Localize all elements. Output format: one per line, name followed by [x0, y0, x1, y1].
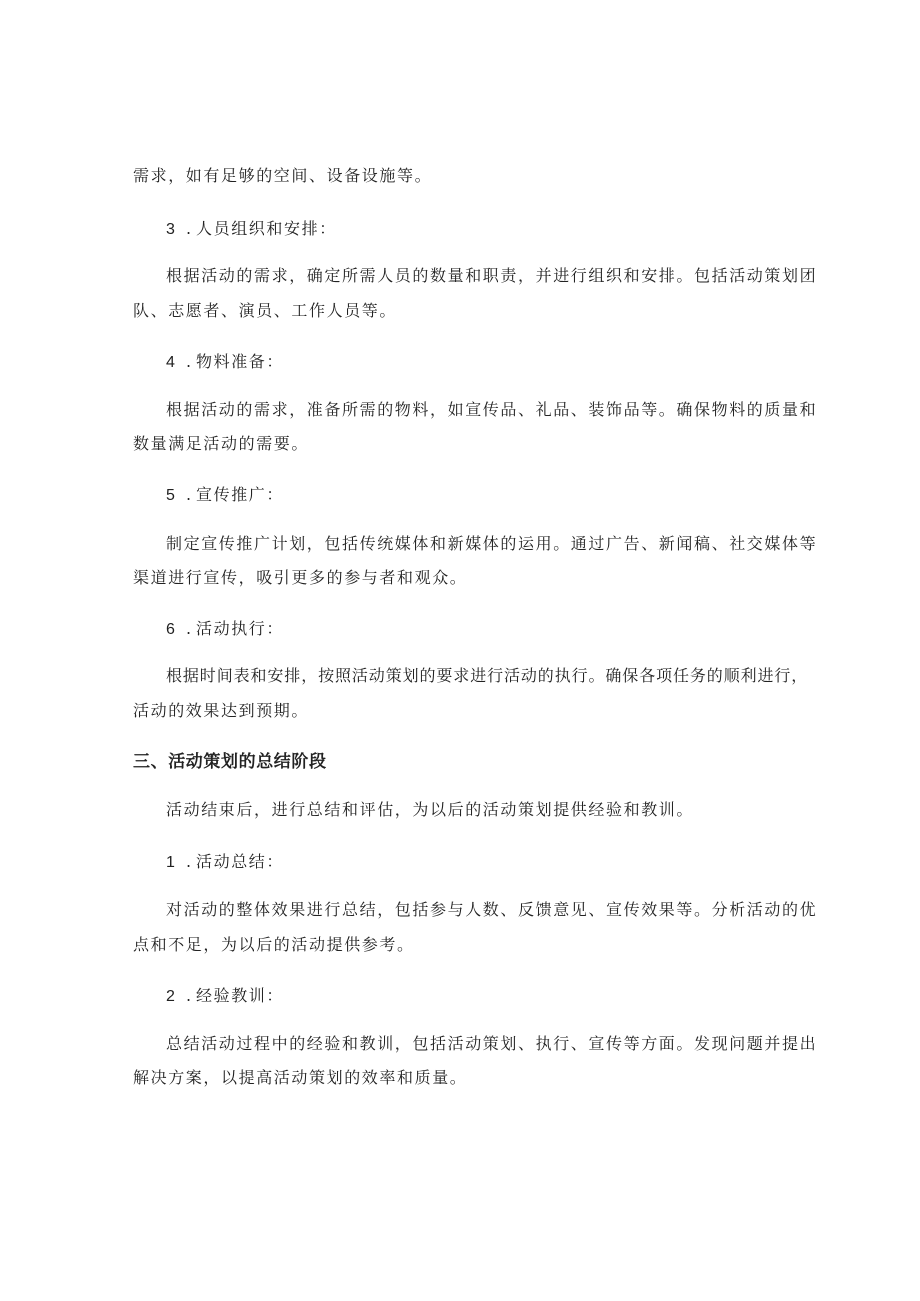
- item-number: 6: [166, 621, 177, 638]
- paragraph-line: 需求，如有足够的空间、设备设施等。: [133, 166, 433, 185]
- item-number: 4: [166, 354, 177, 371]
- paragraph-line: 队、志愿者、演员、工作人员等。: [133, 301, 398, 320]
- item-5-heading: [166, 485, 284, 506]
- item-number: 5: [166, 487, 177, 504]
- item-4-heading: [166, 352, 284, 373]
- subitem-2-heading: [166, 986, 284, 1007]
- paragraph-line: 活动结束后，进行总结和评估，为以后的活动策划提供经验和教训。: [166, 800, 695, 819]
- item-number: 3: [166, 221, 177, 238]
- paragraph-line: 根据活动的需求，确定所需人员的数量和职责，并进行组织和安排。包括活动策划团: [166, 266, 818, 285]
- item-dot: .: [186, 619, 193, 638]
- item-title: 物料准备：: [196, 352, 285, 371]
- paragraph-line: 数量满足活动的需要。: [133, 434, 310, 453]
- item-3-heading: [166, 219, 337, 240]
- paragraph-line: 点和不足，为以后的活动提供参考。: [133, 935, 415, 954]
- item-title: 宣传推广：: [196, 485, 285, 504]
- paragraph-line: 活动的效果达到预期。: [133, 701, 310, 720]
- item-dot: .: [186, 219, 193, 238]
- paragraph-line: 解决方案，以提高活动策划的效率和质量。: [133, 1068, 468, 1087]
- section-heading: 三、活动策划的总结阶段: [133, 752, 327, 772]
- paragraph-line: 对活动的整体效果进行总结，包括参与人数、反馈意见、宣传效果等。分析活动的优: [166, 900, 818, 919]
- item-dot: .: [186, 352, 193, 371]
- paragraph-line: 制定宣传推广计划，包括传统媒体和新媒体的运用。通过广告、新闻稿、社交媒体等: [166, 534, 818, 553]
- paragraph-line: 渠道进行宣传，吸引更多的参与者和观众。: [133, 568, 468, 587]
- paragraph-line: 总结活动过程中的经验和教训，包括活动策划、执行、宣传等方面。发现问题并提出: [166, 1034, 818, 1053]
- item-title: 活动总结：: [196, 852, 285, 871]
- subitem-1-heading: [166, 852, 284, 873]
- item-number: 1: [166, 854, 177, 871]
- item-dot: .: [186, 986, 193, 1005]
- item-title: 经验教训：: [196, 986, 285, 1005]
- item-6-heading: [166, 619, 284, 640]
- item-title: 人员组织和安排：: [196, 219, 337, 238]
- item-number: 2: [166, 988, 177, 1005]
- item-title: 活动执行：: [196, 619, 285, 638]
- item-dot: .: [186, 852, 193, 871]
- item-dot: .: [186, 485, 193, 504]
- paragraph-line: 根据活动的需求，准备所需的物料，如宣传品、礼品、装饰品等。确保物料的质量和: [166, 400, 818, 419]
- paragraph-line: 根据时间表和安排，按照活动策划的要求进行活动的执行。确保各项任务的顺利进行，: [166, 666, 809, 685]
